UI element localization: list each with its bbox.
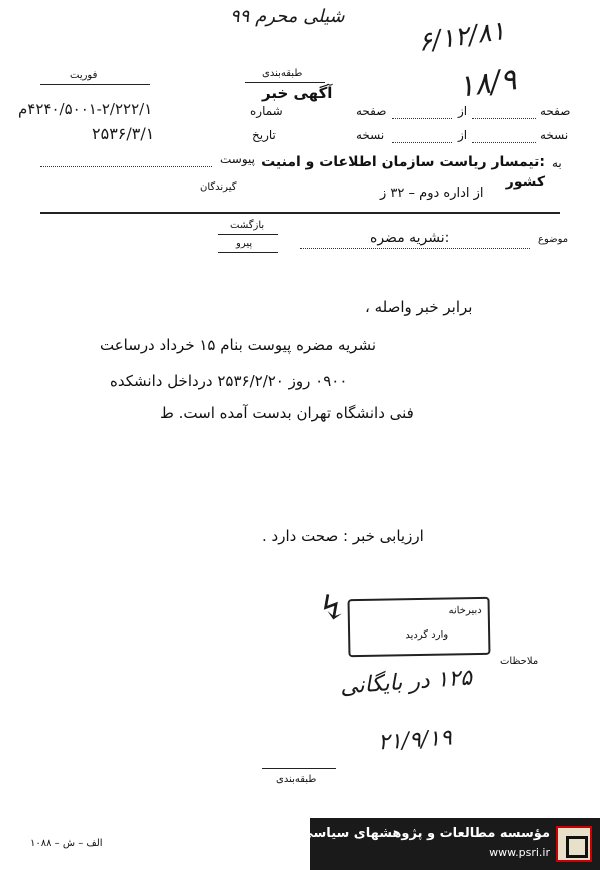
body-line-1: برابر خبر واصله ،	[365, 298, 473, 316]
handwritten-top-note: شیلی محرم ۹۹	[230, 6, 345, 27]
handwritten-note-archive: ۱۲۵ در بایگانی	[339, 665, 473, 700]
recipients-label: گیرندگان	[200, 182, 237, 193]
date-value: ۲۵۳۶/۳/۱	[92, 124, 155, 143]
to-label: به	[552, 156, 562, 170]
stamp-line-1: دبیرخانه	[448, 604, 482, 617]
document-title: آگهی خبر	[262, 84, 333, 102]
page-label: صفحه	[540, 104, 571, 118]
form-code: ۱۰۸۸ – الف – ش	[30, 838, 103, 849]
return-label: بازگشت	[230, 220, 265, 231]
institute-name: مؤسسه مطالعات و پژوهشهای سیاسی	[300, 826, 550, 841]
institute-banner	[300, 818, 600, 870]
remarks-label: ملاحظات	[500, 656, 539, 667]
body-line-4: فنی دانشگاه تهران بدست آمده است. ط	[160, 404, 414, 422]
stamp-scribble: ↯	[318, 588, 347, 628]
to-value: :تیمسار ریاست سازمان اطلاعات و امنیت کشور	[261, 154, 545, 190]
classification-label: طبقه‌بندی	[262, 68, 303, 79]
registry-stamp	[348, 597, 491, 657]
footer-classification-label: طبقه‌بندی	[276, 774, 317, 785]
subject-value: :نشریه مضره	[370, 230, 450, 246]
number-label: شماره	[250, 104, 283, 118]
stamp-line-2: وارد گردید	[405, 629, 449, 642]
handwritten-note-date: ۲۱/۹/۱۹	[377, 725, 453, 756]
from-line: از اداره دوم – ۳۲ ز	[380, 186, 484, 201]
body-line-3: ۰۹۰۰ روز ۲۵۳۶/۲/۲۰ درداخل دانشکده	[110, 372, 348, 390]
copy-label: نسخه	[540, 128, 569, 142]
from-label: از	[458, 104, 468, 118]
from-label-2: از	[458, 128, 468, 142]
handwritten-corner-number: ۱۸/۹	[455, 62, 519, 105]
institute-logo	[556, 826, 592, 862]
assessment: ارزیابی خبر : صحت دارد .	[262, 527, 424, 545]
header-rule-mid	[245, 82, 325, 83]
header-rule-left	[40, 84, 150, 85]
follow-label: پیرو	[236, 238, 253, 249]
date-label: تاریخ	[252, 128, 276, 142]
subject-label: موضوع	[538, 234, 569, 245]
handwritten-corner-date: ۶/۱۲/۸۱	[416, 16, 508, 58]
section-rule	[40, 212, 560, 214]
footer-rule	[262, 768, 336, 769]
institute-url: www.psri.ir	[489, 846, 550, 859]
attachment-label: پیوست	[220, 152, 255, 166]
page-label-2: صفحه	[356, 104, 387, 118]
copy-label-2: نسخه	[356, 128, 385, 142]
number-value: ۴۲۴۰/۵۰۰۱-۲/۲۲۲/۱م	[18, 100, 153, 118]
body-line-2: نشریه مضره پیوست بنام ۱۵ خرداد درساعت	[100, 336, 377, 354]
urgency-label: فوریت	[70, 70, 98, 81]
